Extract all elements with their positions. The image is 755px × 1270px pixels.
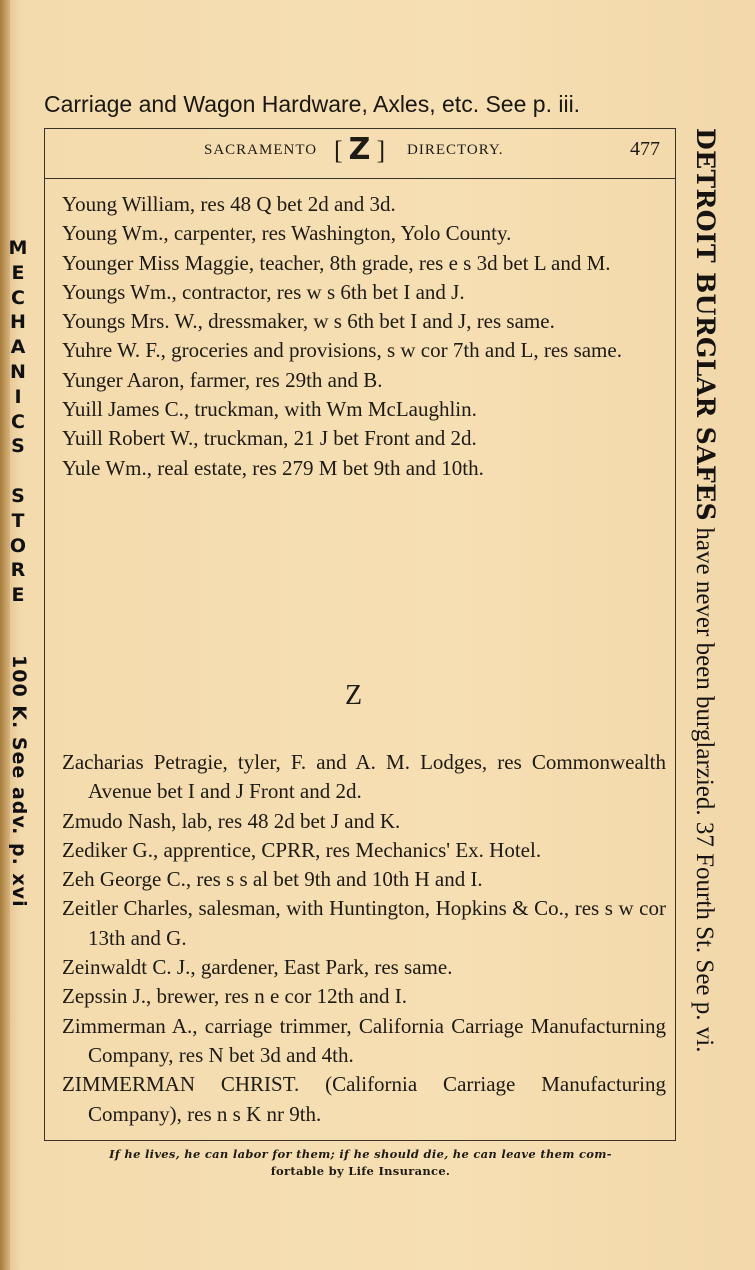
- directory-entry: Zacharias Petragie, tyler, F. and A. M. Lodges, res Commonwealth Avenue bet I and J Front and 2d.: [62, 750, 666, 804]
- stacked-letter: M: [8, 237, 28, 259]
- directory-entry: Yuhre W. F., groceries and provisions, s w cor 7th and L, res same.: [62, 338, 622, 363]
- left-margin-stacked-letters: [4, 236, 32, 608]
- stacked-letter: C: [11, 410, 25, 433]
- stacked-letter: S: [11, 435, 25, 458]
- page-number: 477: [630, 138, 660, 160]
- directory-entry: Young Wm., carpenter, res Washington, Yolo County.: [62, 221, 512, 246]
- right-margin-advertisement: [689, 128, 720, 1052]
- running-head: [44, 132, 676, 172]
- footer-slogan: [48, 1146, 673, 1180]
- running-head-bracket-close: ]: [376, 136, 386, 165]
- stacked-letter: N: [10, 360, 26, 383]
- footer-line-2: fortable by Life Insurance.: [270, 1164, 451, 1178]
- directory-entry: Youngs Wm., contractor, res w s 6th bet I and J.: [62, 279, 465, 304]
- entries-list-y: [62, 190, 666, 483]
- directory-entry: Zeinwaldt C. J., gardener, East Park, res same.: [62, 955, 453, 980]
- directory-entry: Yunger Aaron, farmer, res 29th and B.: [62, 367, 383, 392]
- stacked-letter: H: [10, 311, 26, 334]
- running-head-letter-z: Z: [348, 132, 371, 167]
- directory-entry: Zeh George C., res s s al bet 9th and 10th H and I.: [62, 867, 483, 892]
- top-advertisement: Carriage and Wagon Hardware, Axles, etc. See p. iii.: [44, 91, 581, 117]
- directory-entry: Youngs Mrs. W., dressmaker, w s 6th bet I and J, res same.: [62, 309, 555, 334]
- stacked-letter: E: [11, 584, 25, 607]
- directory-entry: ZIMMERMAN CHRIST. (California Carriage Manufacturing Company), res n s K nr 9th.: [62, 1072, 666, 1126]
- footer-line-1: If he lives, he can labor for them; if he should die, he can leave them com-: [109, 1147, 612, 1161]
- entries-list-z: [62, 748, 666, 1129]
- directory-entry: Zediker G., apprentice, CPRR, res Mechanics' Ex. Hotel.: [62, 837, 542, 862]
- stacked-letter: T: [11, 509, 25, 532]
- left-margin-rotated-text: 100 K. See adv. p. xvi: [8, 655, 30, 908]
- right-margin-regular-text: have never been burglarzied. 37 Fourth St. See p. vi.: [691, 521, 718, 1053]
- section-heading-z: Z: [345, 680, 363, 711]
- frame-left-rule: [44, 128, 45, 1140]
- directory-entry: Yuill Robert W., truckman, 21 J bet Front and 2d.: [62, 426, 477, 451]
- frame-top-rule: [44, 128, 676, 129]
- stacked-letter: E: [11, 261, 25, 284]
- stacked-letter: I: [14, 385, 22, 408]
- stacked-letter: R: [10, 559, 26, 582]
- right-margin-bold-text: DETROIT BURGLAR SAFES: [691, 128, 720, 522]
- stacked-letter: A: [10, 336, 26, 359]
- running-head-bracket-open: [: [334, 136, 343, 165]
- directory-entry: Zimmerman A., carriage trimmer, California Carriage Manufacturning Company, res N bet 3d and 4th.: [62, 1013, 666, 1067]
- stacked-letter: O: [9, 534, 27, 557]
- running-head-rule: [44, 178, 676, 179]
- stacked-letter-spacer: [4, 459, 32, 484]
- directory-entry: Zeitler Charles, salesman, with Huntington, Hopkins & Co., res s w cor 13th and G.: [62, 896, 666, 950]
- directory-entry: Yuill James C., truckman, with Wm McLaughlin.: [62, 397, 477, 422]
- directory-entry: Yule Wm., real estate, res 279 M bet 9th and 10th.: [62, 455, 484, 480]
- directory-entry: Younger Miss Maggie, teacher, 8th grade, res e s 3d bet L and M.: [62, 250, 611, 275]
- directory-entry: Zmudo Nash, lab, res 48 2d bet J and K.: [62, 808, 401, 833]
- running-head-letter: [334, 132, 385, 167]
- left-margin-advertisement: [4, 236, 32, 908]
- stacked-letter: S: [11, 484, 25, 507]
- running-head-title: DIRECTORY.: [407, 142, 504, 158]
- page-binding-edge: [0, 0, 10, 1270]
- directory-entry: Young William, res 48 Q bet 2d and 3d.: [62, 192, 396, 216]
- frame-right-rule: [675, 128, 676, 1140]
- stacked-letter: C: [11, 286, 25, 309]
- frame-bottom-rule: [44, 1140, 676, 1141]
- running-head-city: SACRAMENTO: [204, 142, 318, 158]
- directory-entry: Zepssin J., brewer, res n e cor 12th and I.: [62, 984, 407, 1009]
